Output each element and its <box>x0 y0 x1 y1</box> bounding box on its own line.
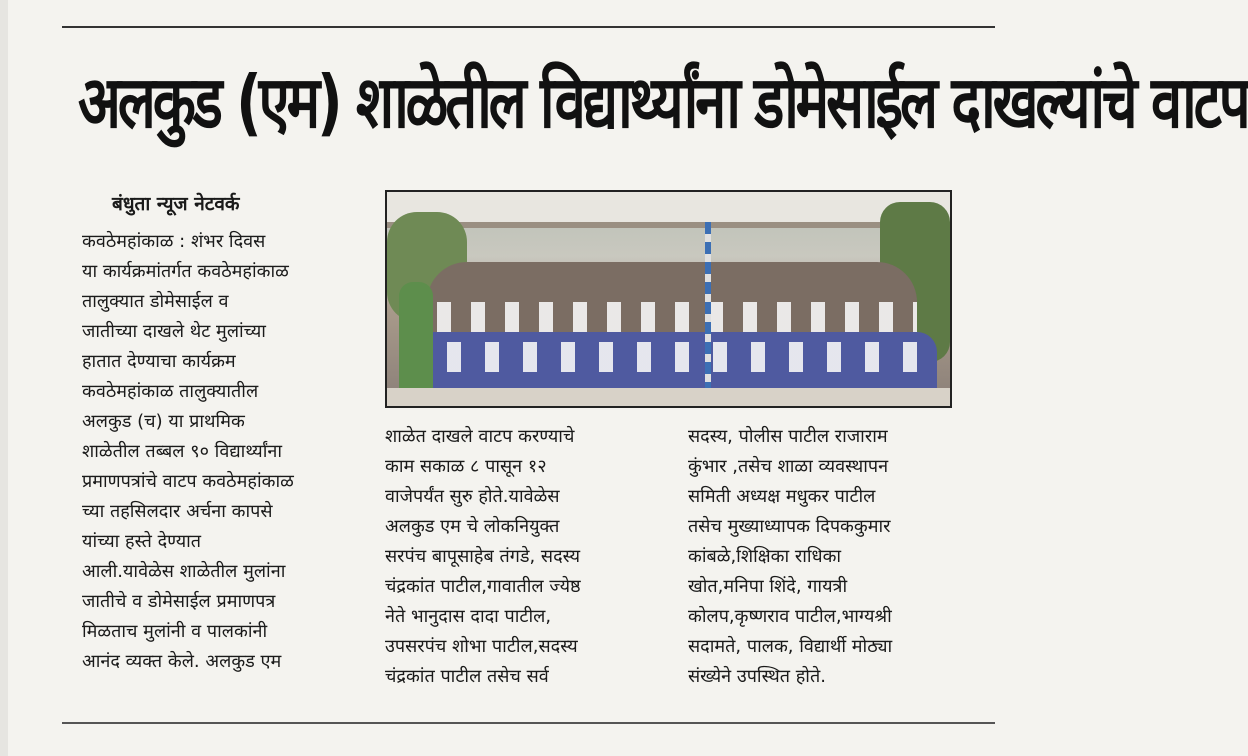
text-line: जातीच्या दाखले थेट मुलांच्या <box>82 321 266 342</box>
text-line: सदामते, पालक, विद्यार्थी मोठ्या <box>688 636 893 657</box>
text-line: शाळेतील तब्बल ९० विद्यार्थ्यांना <box>82 441 283 462</box>
article-column-1 <box>82 227 362 677</box>
text-line: तालुक्यात डोमेसाईल व <box>82 291 229 312</box>
text-line: संख्येने उपस्थित होते. <box>688 666 826 687</box>
text-line: खोत,मनिपा शिंदे, गायत्री <box>688 576 848 597</box>
text-line: अलकुड एम चे लोकनियुक्त <box>385 516 560 537</box>
text-line: तसेच मुख्याध्यापक दिपककुमार <box>688 516 891 537</box>
photo-roof <box>387 192 950 228</box>
text-line: प्रमाणपत्रांचे वाटप कवठेमहांकाळ <box>82 471 294 492</box>
text-line: या कार्यक्रमांतर्गत कवठेमहांकाळ <box>82 261 289 282</box>
text-line: आली.यावेळेस शाळेतील मुलांना <box>82 561 286 582</box>
text-line: चंद्रकांत पाटील,गावातील ज्येष्ठ <box>385 576 581 597</box>
text-line: सरपंच बापूसाहेब तंगडे, सदस्य <box>385 546 581 567</box>
headline: अलकुड (एम) शाळेतील विद्यार्थ्यांना डोमेसाईल दाखल्यांचे वाटप <box>78 60 1248 144</box>
photo-ground <box>387 388 950 406</box>
text-line: समिती अध्यक्ष मधुकर पाटील <box>688 486 876 507</box>
text-line: वाजेपर्यंत सुरु होते.यावेळेस <box>385 486 560 507</box>
text-line: कवठेमहांकाळ : शंभर दिवस <box>82 231 266 252</box>
text-line: आनंद व्यक्त केले. अलकुड एम <box>82 651 282 672</box>
article-column-2 <box>385 422 675 692</box>
byline: बंधुता न्यूज नेटवर्क <box>112 193 240 215</box>
photo-pole <box>705 222 711 392</box>
text-line: कवठेमहांकाळ तालुक्यातील <box>82 381 259 402</box>
text-line: शाळेत दाखले वाटप करण्याचे <box>385 426 575 447</box>
top-rule <box>62 26 995 28</box>
text-line: नेते भानुदास दादा पाटील, <box>385 606 552 627</box>
text-line: कोलप,कृष्णराव पाटील,भाग्यश्री <box>688 606 892 627</box>
text-line: चंद्रकांत पाटील तसेच सर्व <box>385 666 549 687</box>
text-line: कुंभार ,तसेच शाळा व्यवस्थापन <box>688 456 889 477</box>
text-line: जातीचे व डोमेसाईल प्रमाणपत्र <box>82 591 276 612</box>
text-line: च्या तहसिलदार अर्चना कापसे <box>82 501 273 522</box>
text-line: यांच्या हस्ते देण्यात <box>82 531 202 552</box>
bottom-rule <box>62 722 995 724</box>
text-line: सदस्य, पोलीस पाटील राजाराम <box>688 426 888 447</box>
text-line: उपसरपंच शोभा पाटील,सदस्य <box>385 636 578 657</box>
text-line: कांबळे,शिक्षिका राधिका <box>688 546 842 567</box>
article-column-3 <box>688 422 970 692</box>
photo-certificates-front-row <box>447 342 917 372</box>
page-edge-left <box>0 0 8 756</box>
text-line: अलकुड (च) या प्राथमिक <box>82 411 245 432</box>
text-line: काम सकाळ ८ पासून १२ <box>385 456 547 477</box>
text-line: मिळताच मुलांनी व पालकांनी <box>82 621 268 642</box>
text-line: हातात देण्याचा कार्यक्रम <box>82 351 236 372</box>
news-photo-students-with-certificates <box>385 190 952 408</box>
photo-official-left <box>399 282 433 392</box>
